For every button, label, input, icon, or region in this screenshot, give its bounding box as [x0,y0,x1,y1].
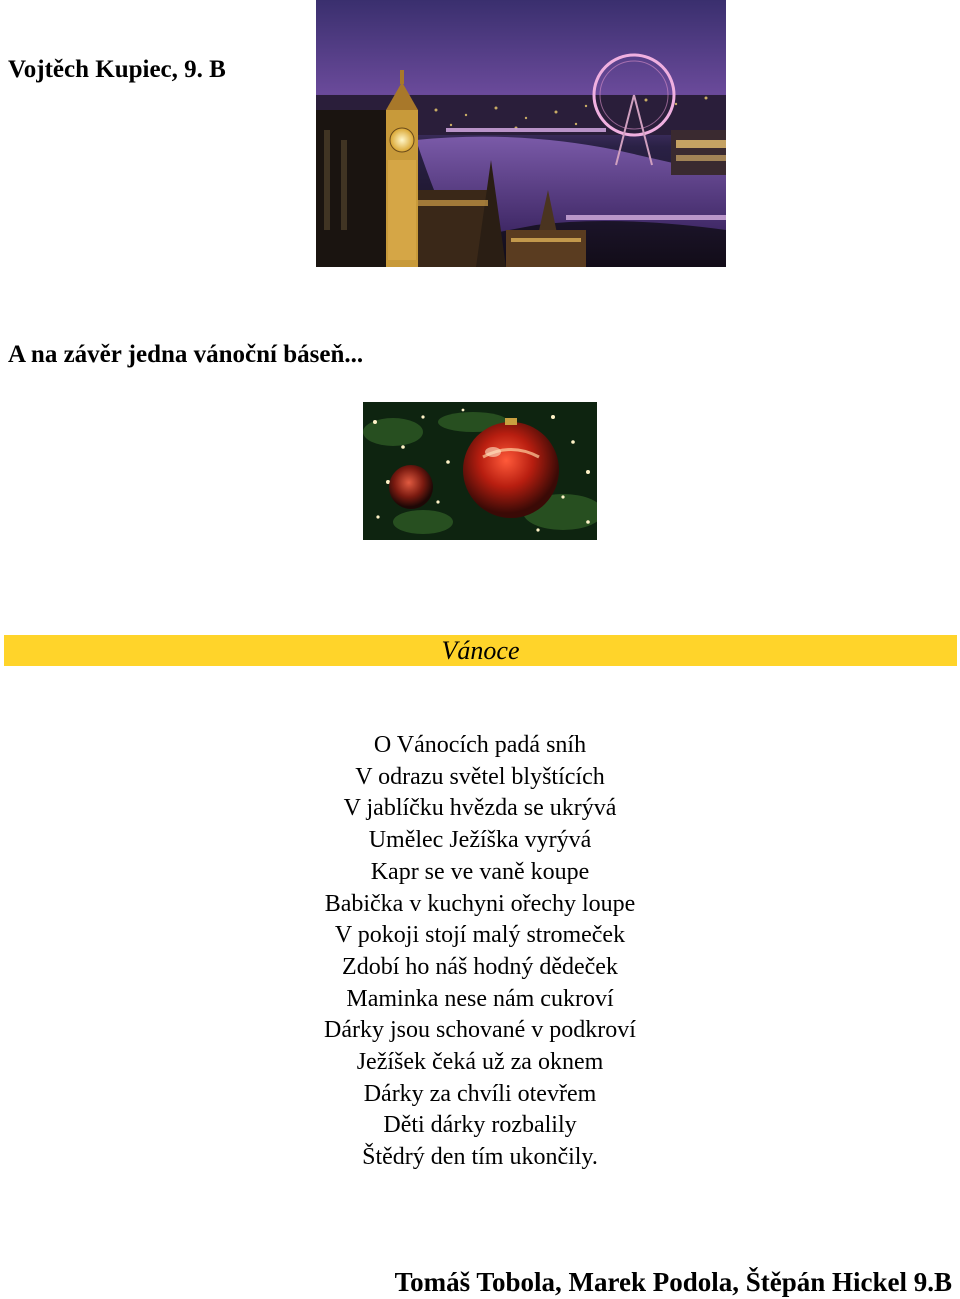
poem-line: V odrazu světel blyštících [355,763,605,790]
poem-line: V jablíčku hvězda se ukrývá [343,795,617,822]
poem-line: Umělec Ježíška vyrývá [368,827,592,854]
poem-line: O Vánocích padá sníh [373,732,587,758]
poem-line: Štědrý den tím ukončily. [362,1144,598,1171]
poem-line: Maminka nese nám cukroví [346,985,614,1012]
footer-authors: Tomáš Tobola, Marek Podola, Štěpán Hickel 9.B [394,1267,952,1297]
intro-text: A na závěr jedna vánoční báseň... [8,341,364,368]
poem-title-bar [4,635,957,666]
london-night-photo [316,0,726,267]
poem-line: Dárky jsou schované v podkroví [324,1017,636,1044]
christmas-ornament-photo [363,402,597,540]
poem-line: Ježíšek čeká už za oknem [356,1049,604,1076]
poem-title: Vánoce [441,636,520,665]
poem-line: Děti dárky rozbalily [383,1112,577,1139]
poem-line: Kapr se ve vaně koupe [370,858,590,885]
poem-line: Zdobí ho náš hodný dědeček [342,953,618,980]
poem-body [0,730,960,1174]
poem-line: V pokoji stojí malý stromeček [334,922,626,949]
author-name: Vojtěch Kupiec, 9. B [8,56,226,83]
poem-line: Babička v kuchyni ořechy loupe [324,890,636,917]
poem-line: Dárky za chvíli otevřem [363,1080,597,1107]
